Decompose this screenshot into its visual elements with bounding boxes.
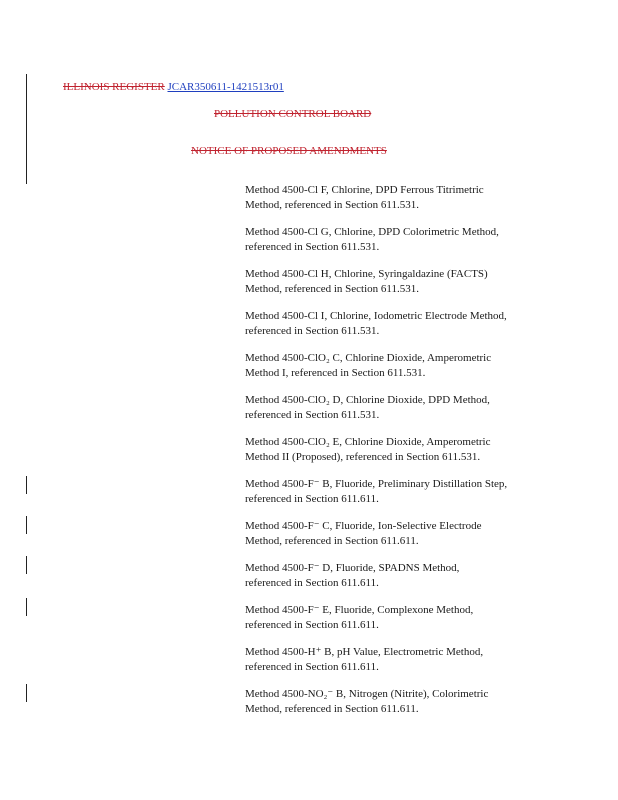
revision-bar — [26, 598, 27, 616]
method-name: Method 4500-Cl F, Chlorine, DPD Ferrous Titrimetric — [245, 184, 484, 196]
method-name: Method 4500-F⁻ E, Fluoride, Complexone Method, — [245, 604, 474, 616]
method-name: Method 4500-Cl G, Chlorine, DPD Colorimetric Method, — [245, 226, 499, 238]
list-item — [245, 603, 545, 633]
list-item — [245, 225, 545, 255]
method-reference: Method, referenced in Section 611.611. — [245, 703, 419, 715]
method-list — [245, 183, 545, 729]
method-reference: Method, referenced in Section 611.611. — [245, 535, 419, 547]
list-item — [245, 435, 545, 465]
list-item — [245, 267, 545, 297]
register-header — [63, 81, 284, 93]
revision-bar — [26, 516, 27, 534]
method-reference: referenced in Section 611.611. — [245, 619, 379, 631]
method-name: Method 4500-ClO₂ C, Chlorine Dioxide, Amperometric — [245, 352, 492, 364]
method-reference: referenced in Section 611.611. — [245, 661, 379, 673]
method-name: Method 4500-Cl H, Chlorine, Syringaldazine (FACTS) — [245, 268, 488, 280]
method-name: Method 4500-H⁺ B, pH Value, Electrometric Method, — [245, 646, 484, 658]
method-name: Method 4500-ClO₂ D, Chlorine Dioxide, DPD Method, — [245, 394, 490, 406]
list-item — [245, 477, 545, 507]
method-name: Method 4500-F⁻ D, Fluoride, SPADNS Method, — [245, 562, 460, 574]
notice-title: NOTICE OF PROPOSED AMENDMENTS — [191, 145, 387, 157]
list-item — [245, 393, 545, 423]
register-id-inserted: JCAR350611-1421513r01 — [167, 81, 284, 93]
list-item — [245, 351, 545, 381]
method-reference: Method II (Proposed), referenced in Section 611.531. — [245, 451, 481, 463]
list-item — [245, 519, 545, 549]
method-reference: Method, referenced in Section 611.531. — [245, 283, 420, 295]
revision-bar — [26, 556, 27, 574]
list-item — [245, 309, 545, 339]
method-reference: referenced in Section 611.611. — [245, 577, 379, 589]
list-item — [245, 561, 545, 591]
revision-bar — [26, 476, 27, 494]
method-name: Method 4500-ClO₂ E, Chlorine Dioxide, Amperometric — [245, 436, 491, 448]
method-reference: Method, referenced in Section 611.531. — [245, 199, 420, 211]
revision-bar — [26, 74, 27, 184]
board-title: POLLUTION CONTROL BOARD — [214, 108, 372, 120]
method-name: Method 4500-F⁻ C, Fluoride, Ion-Selective Electrode — [245, 520, 482, 532]
method-reference: referenced in Section 611.531. — [245, 241, 380, 253]
list-item — [245, 645, 545, 675]
list-item — [245, 687, 545, 717]
revision-bar — [26, 684, 27, 702]
method-reference: referenced in Section 611.531. — [245, 325, 380, 337]
method-name: Method 4500-NO₂⁻ B, Nitrogen (Nitrite), Colorimetric — [245, 688, 489, 700]
method-reference: Method I, referenced in Section 611.531. — [245, 367, 426, 379]
method-reference: referenced in Section 611.611. — [245, 493, 379, 505]
register-title-struck: ILLINOIS REGISTER — [63, 81, 165, 93]
method-name: Method 4500-F⁻ B, Fluoride, Preliminary Distillation Step, — [245, 478, 508, 490]
list-item — [245, 183, 545, 213]
method-reference: referenced in Section 611.531. — [245, 409, 380, 421]
method-name: Method 4500-Cl I, Chlorine, Iodometric Electrode Method, — [245, 310, 507, 322]
